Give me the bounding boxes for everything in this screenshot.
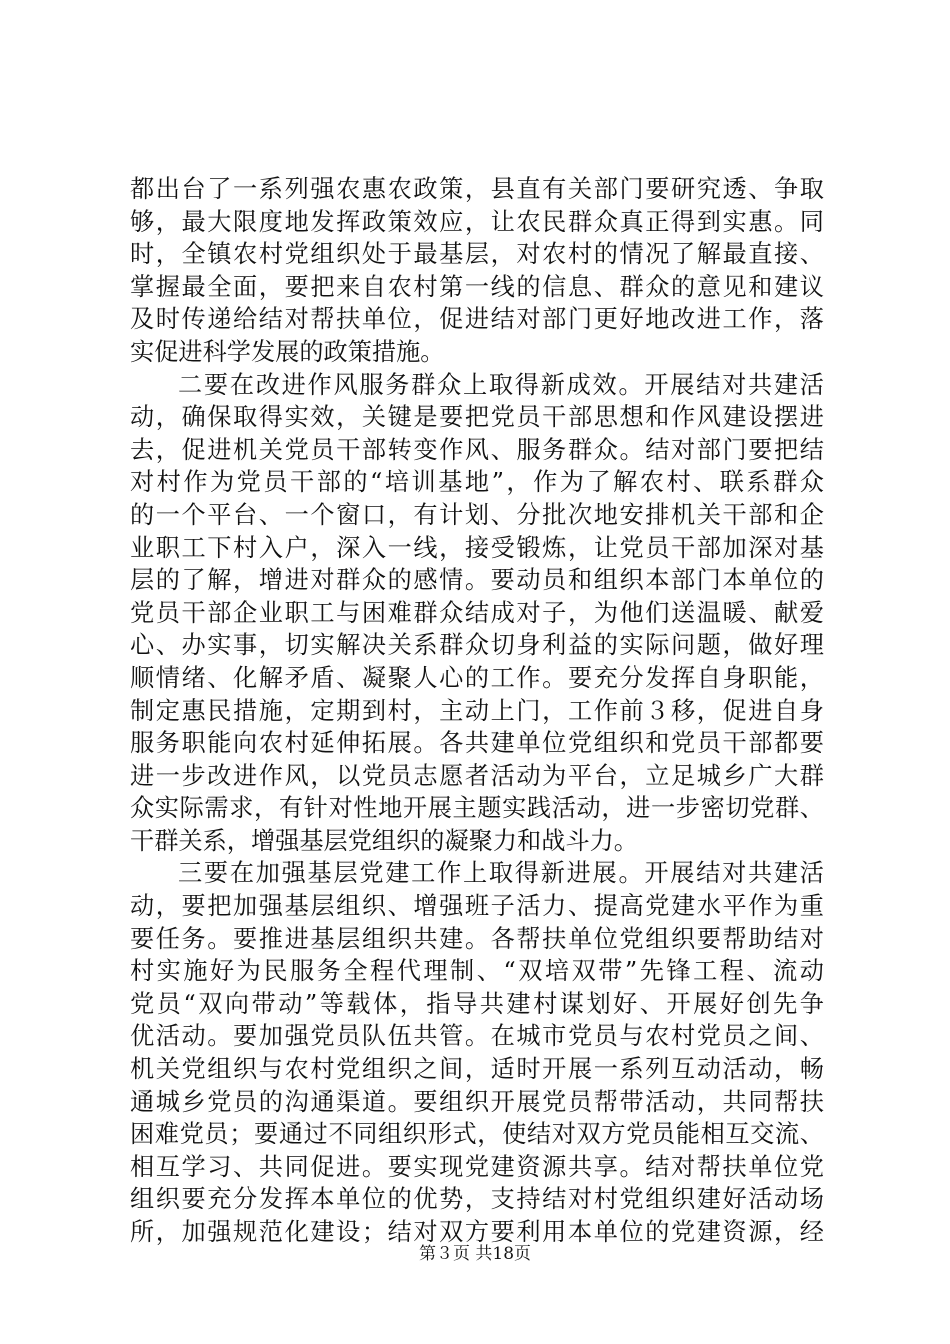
text-line: 服务职能向农村延伸拓展。各共建单位党组织和党员干部都要 — [130, 729, 824, 758]
text-line: 够，最大限度地发挥政策效应，让农民群众真正得到实惠。同 — [130, 207, 824, 236]
text-line: 及时传递给结对帮扶单位，促进结对部门更好地改进工作，落 — [130, 305, 824, 334]
text-line: 优活动。要加强党员队伍共管。在城市党员与农村党员之间、 — [130, 1022, 824, 1051]
body-text — [130, 173, 824, 1249]
text-line: 困难党员；要通过不同组织形式，使结对双方党员能相互交流、 — [130, 1120, 824, 1149]
text-line: 层的了解，增进对群众的感情。要动员和组织本部门本单位的 — [130, 566, 824, 595]
text-line: 顺情绪、化解矛盾、凝聚人心的工作。要充分发挥自身职能， — [130, 663, 824, 692]
text-line: 掌握最全面，要把来自农村第一线的信息、群众的意见和建议 — [130, 272, 824, 301]
text-line: 相互学习、共同促进。要实现党建资源共享。结对帮扶单位党 — [130, 1152, 824, 1181]
text-line: 业职工下村入户，深入一线，接受锻炼，让党员干部加深对基 — [130, 533, 824, 562]
text-line: 二要在改进作风服务群众上取得新成效。开展结对共建活 — [178, 370, 824, 399]
text-line: 进一步改进作风，以党员志愿者活动为平台，立足城乡广大群 — [130, 761, 824, 790]
text-line: 党员“双向带动”等载体，指导共建村谋划好、开展好创先争 — [130, 989, 824, 1018]
text-line: 都出台了一系列强农惠农政策，县直有关部门要研究透、争取 — [130, 175, 824, 203]
text-line: 心、办实事，切实解决关系群众切身利益的实际问题，做好理 — [130, 631, 824, 660]
text-line: 三要在加强基层党建工作上取得新进展。开展结对共建活 — [178, 859, 824, 888]
text-line: 党员干部企业职工与困难群众结成对子，为他们送温暖、献爱 — [130, 598, 824, 627]
text-line: 动，确保取得实效，关键是要把党员干部思想和作风建设摆进 — [130, 403, 824, 432]
text-line: 对村作为党员干部的“培训基地”，作为了解农村、联系群众 — [130, 468, 824, 497]
text-line: 机关党组织与农村党组织之间，适时开展一系列互动活动，畅 — [130, 1055, 824, 1084]
text-line: 干群关系，增强基层党组织的凝聚力和战斗力。 — [130, 826, 638, 855]
text-line: 动，要把加强基层组织、增强班子活力、提高党建水平作为重 — [130, 892, 824, 921]
text-line: 的一个平台、一个窗口，有计划、分批次地安排机关干部和企 — [130, 500, 824, 529]
text-line: 实促进科学发展的政策措施。 — [130, 337, 445, 366]
text-line: 村实施好为民服务全程代理制、“双培双带”先锋工程、流动 — [130, 957, 824, 986]
page-footer: 第３页 共18页 — [418, 1244, 532, 1264]
text-line: 时，全镇农村党组织处于最基层，对农村的情况了解最直接、 — [130, 240, 824, 269]
text-line: 所，加强规范化建设；结对双方要利用本单位的党建资源，经 — [130, 1218, 824, 1246]
text-line: 要任务。要推进基层组织共建。各帮扶单位党组织要帮助结对 — [130, 924, 824, 953]
text-line: 组织要充分发挥本单位的优势，支持结对村党组织建好活动场 — [130, 1185, 824, 1214]
text-line: 制定惠民措施，定期到村，主动上门，工作前３移，促进自身 — [130, 696, 824, 725]
text-line: 去，促进机关党员干部转变作风、服务群众。结对部门要把结 — [130, 435, 824, 464]
text-line: 众实际需求，有针对性地开展主题实践活动，进一步密切党群、 — [130, 794, 824, 823]
text-line: 通城乡党员的沟通渠道。要组织开展党员帮带活动，共同帮扶 — [130, 1087, 824, 1116]
